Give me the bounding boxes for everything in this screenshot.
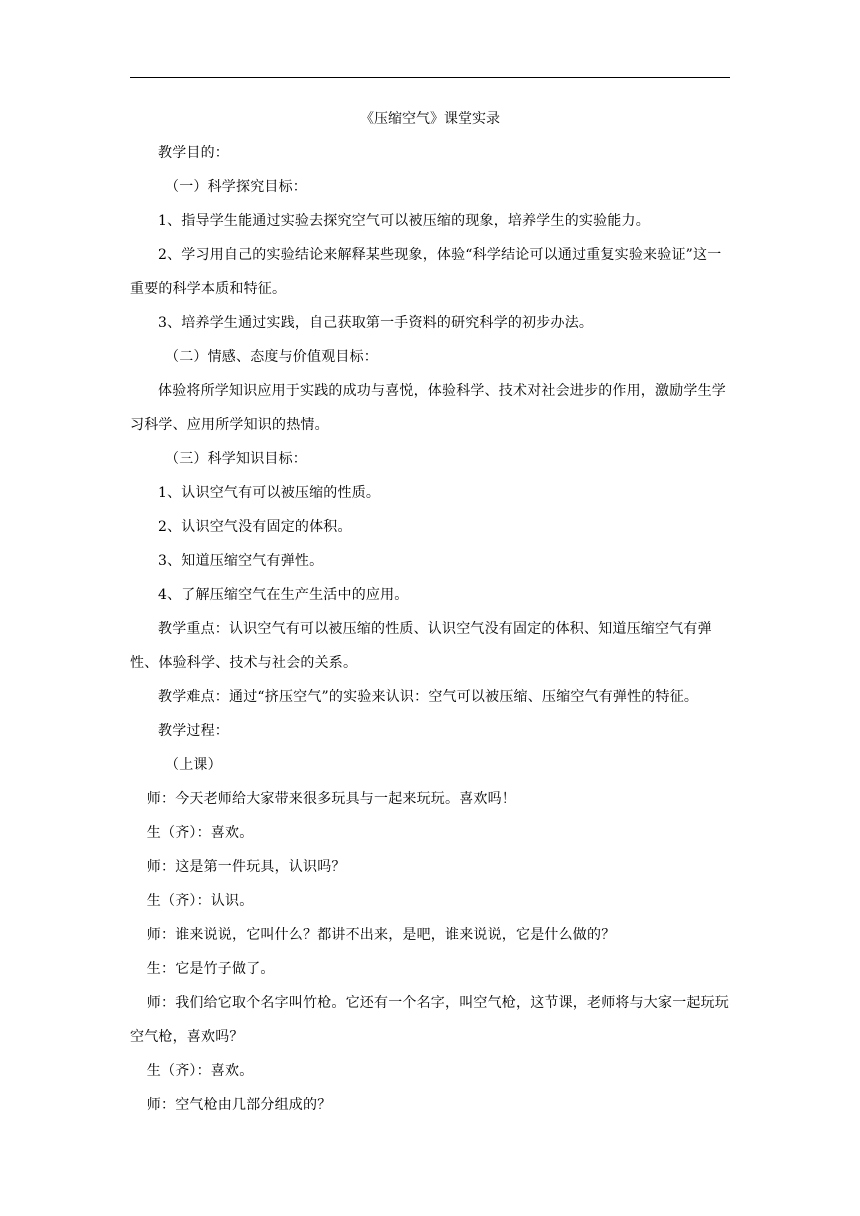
paragraph-list (130, 136, 730, 1122)
paragraph: 生（齐）：喜欢。 (146, 1063, 254, 1079)
header-rule (130, 77, 730, 78)
paragraph: 1、认识空气有可以被压缩的性质。 (158, 485, 381, 501)
document-body (130, 102, 730, 1122)
paragraph: 4、了解压缩空气在生产生活中的应用。 (158, 587, 409, 603)
paragraph: （二）情感、态度与价值观目标： (165, 349, 378, 365)
paragraph: 2、学习用自己的实验结论来解释某些现象，体验“科学结论可以通过重复实验来验证”这一重要的科学本质和特征。 (130, 247, 722, 297)
document-title: 《压缩空气》课堂实录 (360, 111, 500, 127)
paragraph: 师：这是第一件玩具，认识吗？ (146, 859, 346, 875)
paragraph: 师：谁来说说，它叫什么？都讲不出来，是吧，谁来说说，它是什么做的？ (146, 927, 616, 943)
paragraph: 师：我们给它取个名字叫竹枪。它还有一个名字，叫空气枪，这节课，老师将与大家一起玩玩空气枪，喜欢吗？ (130, 995, 729, 1045)
paragraph: 生（齐）：喜欢。 (146, 825, 254, 841)
paragraph: 3、培养学生通过实践，自己获取第一手资料的研究科学的初步办法。 (158, 315, 594, 331)
paragraph: 生：它是竹子做了。 (146, 961, 275, 977)
paragraph: 教学重点：认识空气有可以被压缩的性质、认识空气没有固定的体积、知道压缩空气有弹性、体验科学、技术与社会的关系。 (130, 621, 712, 671)
paragraph: （一）科学探究目标： (165, 179, 307, 195)
paragraph: （上课） (165, 757, 222, 773)
paragraph: 教学目的： (158, 145, 229, 161)
paragraph: 1、指导学生能通过实验去探究空气可以被压缩的现象，培养学生的实验能力。 (158, 213, 650, 229)
paragraph: 体验将所学知识应用于实践的成功与喜悦，体验科学、技术对社会进步的作用，激励学生学习科学、应用所学知识的热情。 (130, 383, 726, 433)
paragraph: 教学难点：通过“挤压空气”的实验来认识：空气可以被压缩、压缩空气有弹性的特征。 (158, 689, 699, 705)
paragraph: 师：空气枪由几部分组成的？ (146, 1097, 332, 1113)
paragraph: 教学过程： (158, 723, 229, 739)
paragraph: 生（齐）：认识。 (146, 893, 254, 909)
paragraph: 师：今天老师给大家带来很多玩具与一起来玩玩。喜欢吗！ (146, 791, 516, 807)
paragraph: （三）科学知识目标： (165, 451, 307, 467)
paragraph: 3、知道压缩空气有弹性。 (158, 553, 324, 569)
paragraph: 2、认识空气没有固定的体积。 (158, 519, 352, 535)
